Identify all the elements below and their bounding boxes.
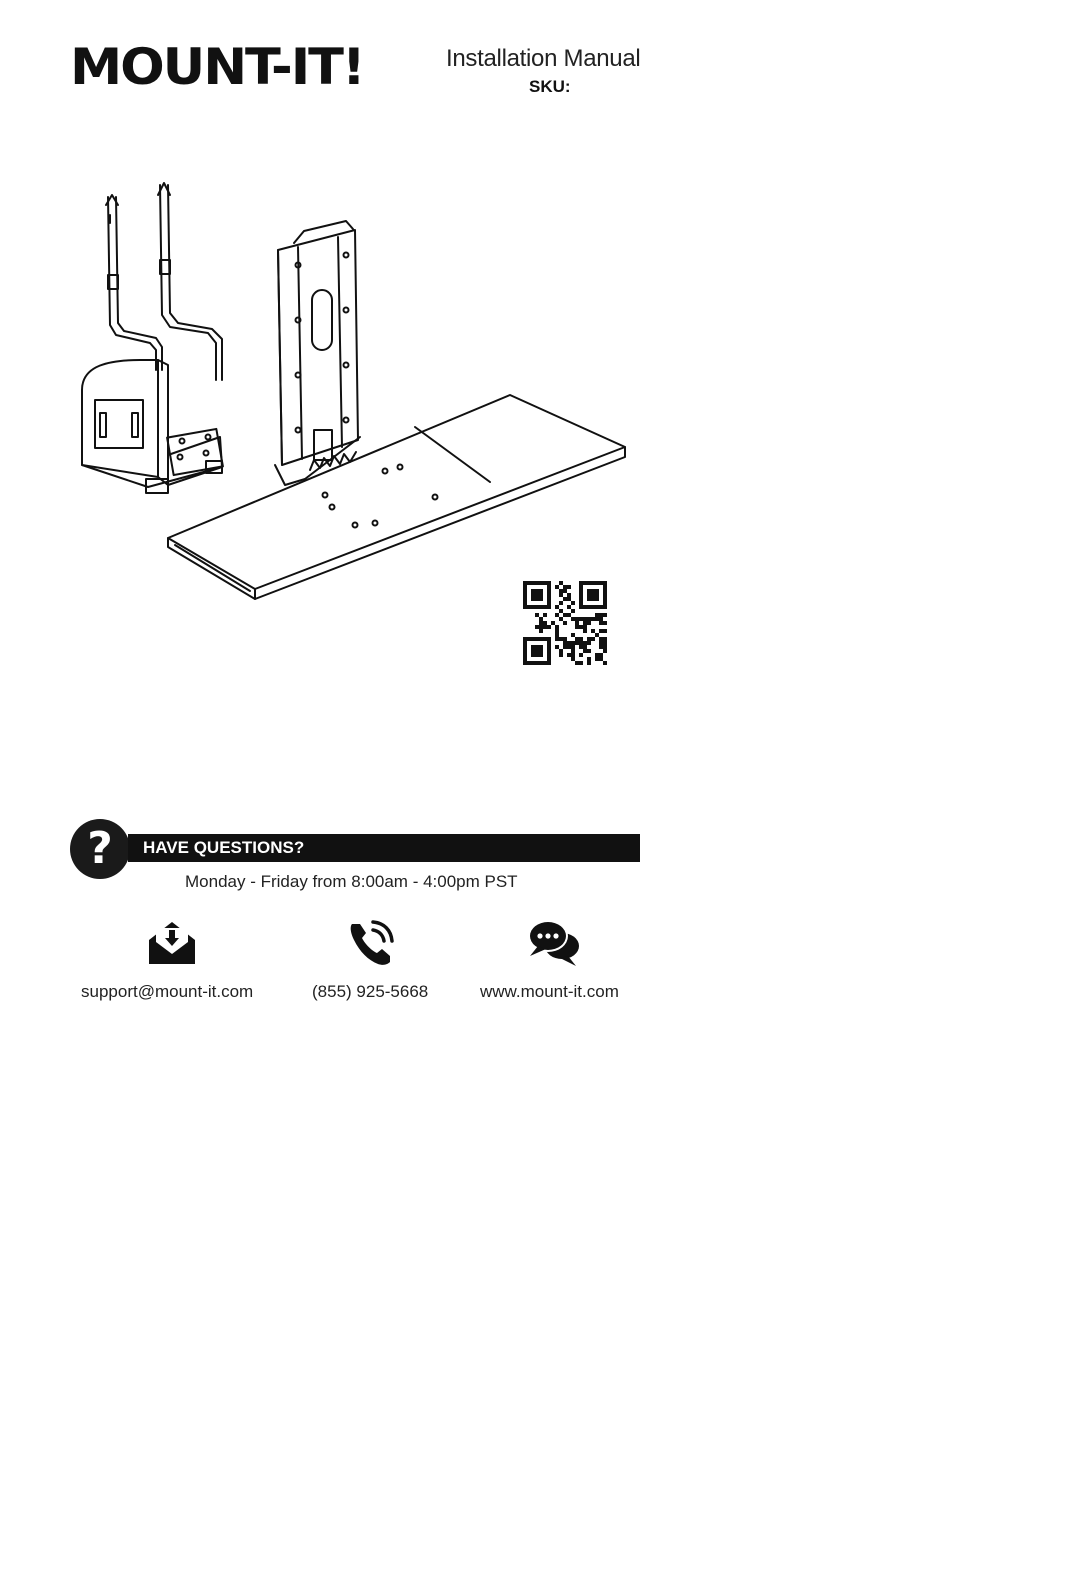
qr-code[interactable] xyxy=(523,581,607,665)
help-heading: HAVE QUESTIONS? xyxy=(143,838,305,857)
support-phone-link[interactable]: (855) 925-5668 xyxy=(312,982,429,1001)
phone-icon xyxy=(346,916,398,968)
question-icon: ? xyxy=(70,819,130,879)
document-title: Installation Manual xyxy=(446,45,641,72)
website-link[interactable]: www.mount-it.com xyxy=(480,982,619,1001)
support-hours: Monday - Friday from 8:00am - 4:00pm PST xyxy=(185,872,518,891)
support-email-link[interactable]: support@mount-it.com xyxy=(81,982,254,1001)
envelope-icon xyxy=(146,916,198,968)
sku-label: SKU: xyxy=(529,77,571,96)
cpu-holder-drawing xyxy=(82,183,223,493)
keyboard-tray-drawing xyxy=(168,395,625,599)
wall-rail-drawing xyxy=(275,221,360,485)
help-banner xyxy=(128,834,640,862)
product-illustration xyxy=(70,175,630,615)
brand-logo: MOUNT-IT! xyxy=(70,38,364,96)
chat-bubbles-icon xyxy=(526,914,582,970)
